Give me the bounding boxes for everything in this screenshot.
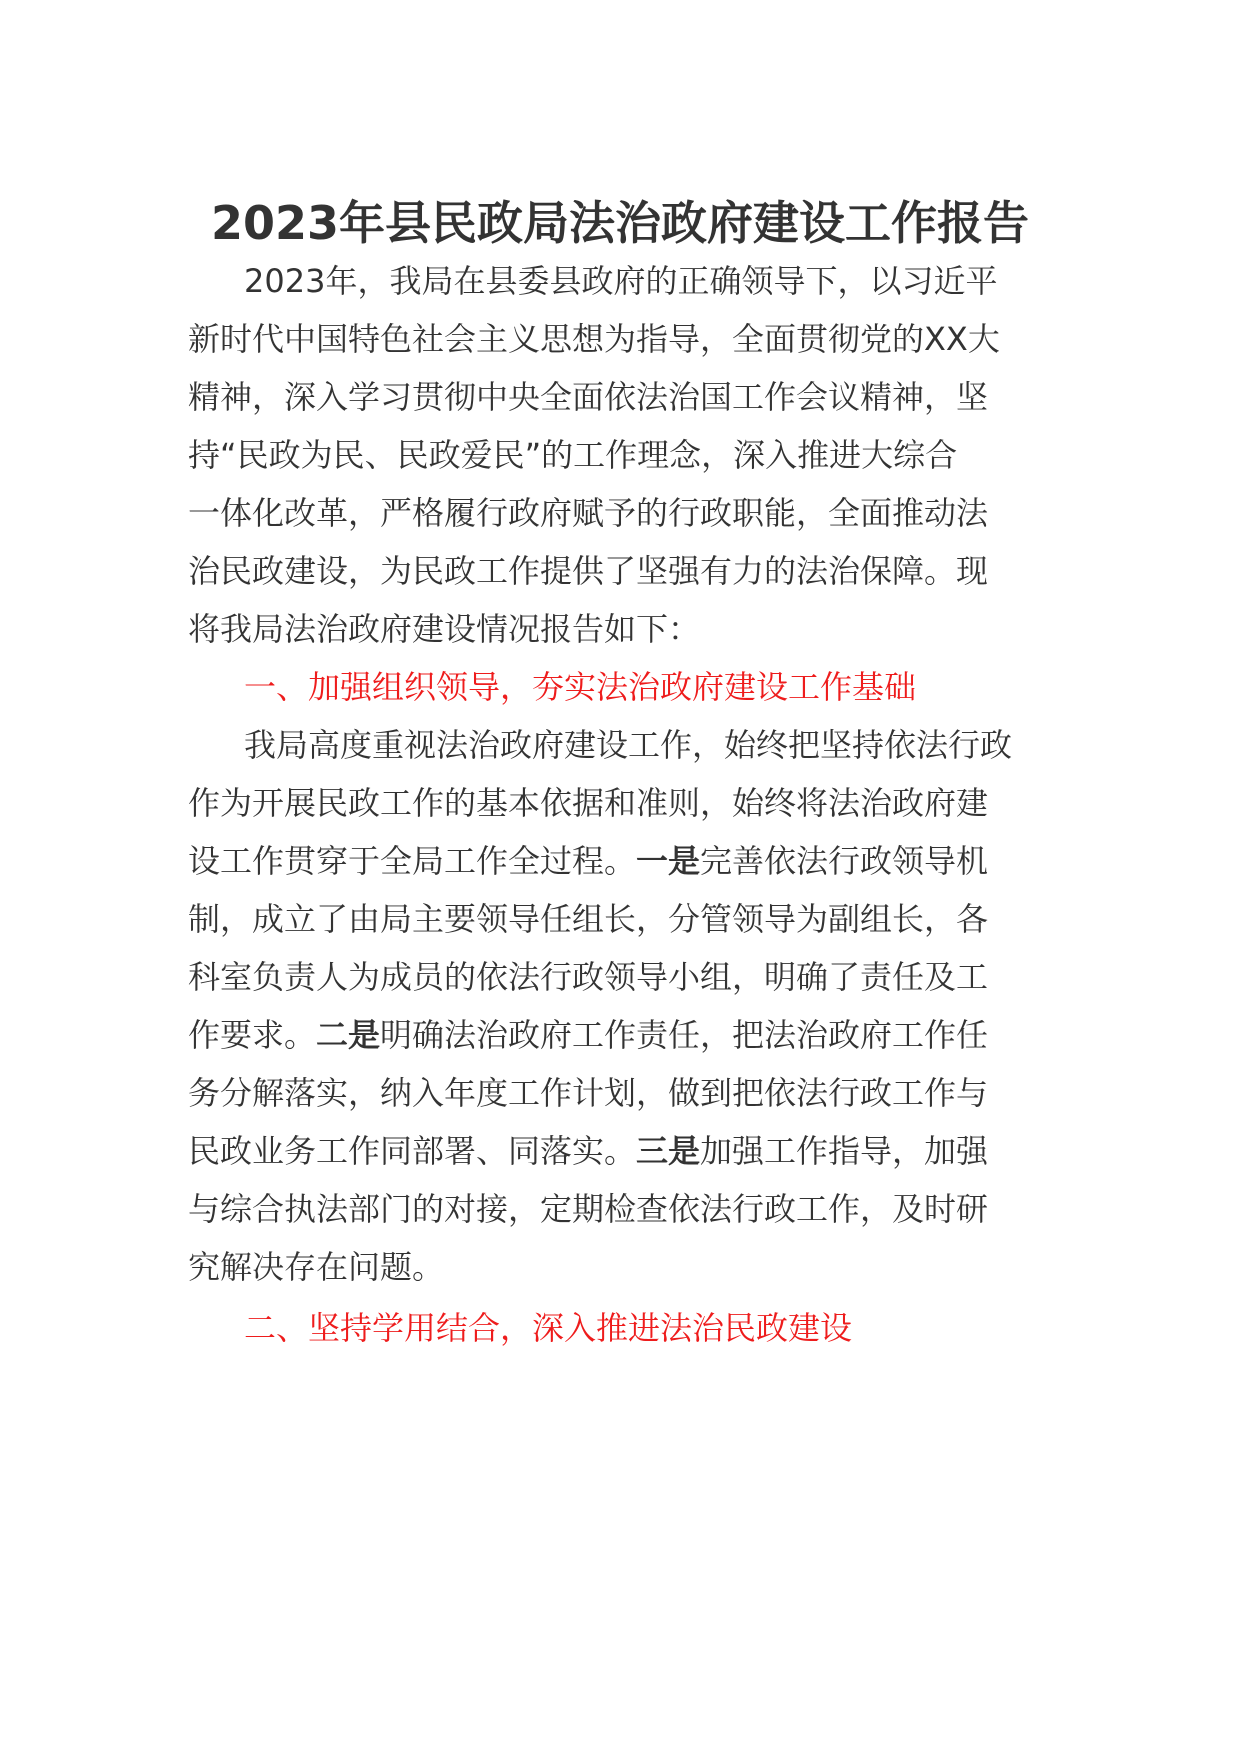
section-heading-2: 二、坚持学用结合，深入推进法治民政建设 <box>244 1309 853 1347</box>
document-title: 2023年县民政局法治政府建设工作报告 <box>210 196 1030 250</box>
paragraph-line: 将我局法治政府建设情况报告如下： <box>188 610 701 648</box>
paragraph-line: 新时代中国特色社会主义思想为指导，全面贯彻党的XX大 <box>188 320 1000 358</box>
text-run: 设工作贯穿于全局工作全过程。 <box>188 842 637 880</box>
text-run: 明确法治政府工作责任，把法治政府工作任 <box>380 1016 989 1054</box>
text-run: 民政业务工作同部署、同落实。 <box>188 1132 637 1170</box>
text-run: 加强工作指导，加强 <box>700 1132 989 1170</box>
paragraph-line: 一体化改革，严格履行政府赋予的行政职能，全面推动法 <box>188 494 989 532</box>
paragraph-line: 务分解落实，纳入年度工作计划，做到把依法行政工作与 <box>188 1074 989 1112</box>
emphasis-label: 一是 <box>636 842 701 880</box>
paragraph-line: 2023年，我局在县委县政府的正确领导下，以习近平 <box>244 262 998 300</box>
paragraph-line: 精神，深入学习贯彻中央全面依法治国工作会议精神，坚 <box>188 378 989 416</box>
text-run: 作要求。 <box>188 1016 317 1054</box>
paragraph-line: 治民政建设，为民政工作提供了坚强有力的法治保障。现 <box>188 552 989 590</box>
paragraph-line <box>188 1015 988 1055</box>
paragraph-line: 作为开展民政工作的基本依据和准则，始终将法治政府建 <box>188 784 989 822</box>
paragraph-line: 我局高度重视法治政府建设工作，始终把坚持依法行政 <box>244 726 1013 764</box>
paragraph-line: 持“民政为民、民政爱民”的工作理念，深入推进大综合 <box>188 436 958 474</box>
paragraph-line: 与综合执法部门的对接，定期检查依法行政工作，及时研 <box>188 1190 989 1228</box>
paragraph-line: 制，成立了由局主要领导任组长，分管领导为副组长，各 <box>188 900 989 938</box>
text-run: 完善依法行政领导机 <box>700 842 989 880</box>
paragraph-line: 究解决存在问题。 <box>188 1248 445 1286</box>
paragraph-line: 科室负责人为成员的依法行政领导小组，明确了责任及工 <box>188 958 989 996</box>
emphasis-label: 二是 <box>316 1016 381 1054</box>
paragraph-line <box>188 841 988 881</box>
paragraph-line <box>188 1131 988 1171</box>
emphasis-label: 三是 <box>636 1132 701 1170</box>
section-heading-1: 一、加强组织领导，夯实法治政府建设工作基础 <box>244 668 917 706</box>
